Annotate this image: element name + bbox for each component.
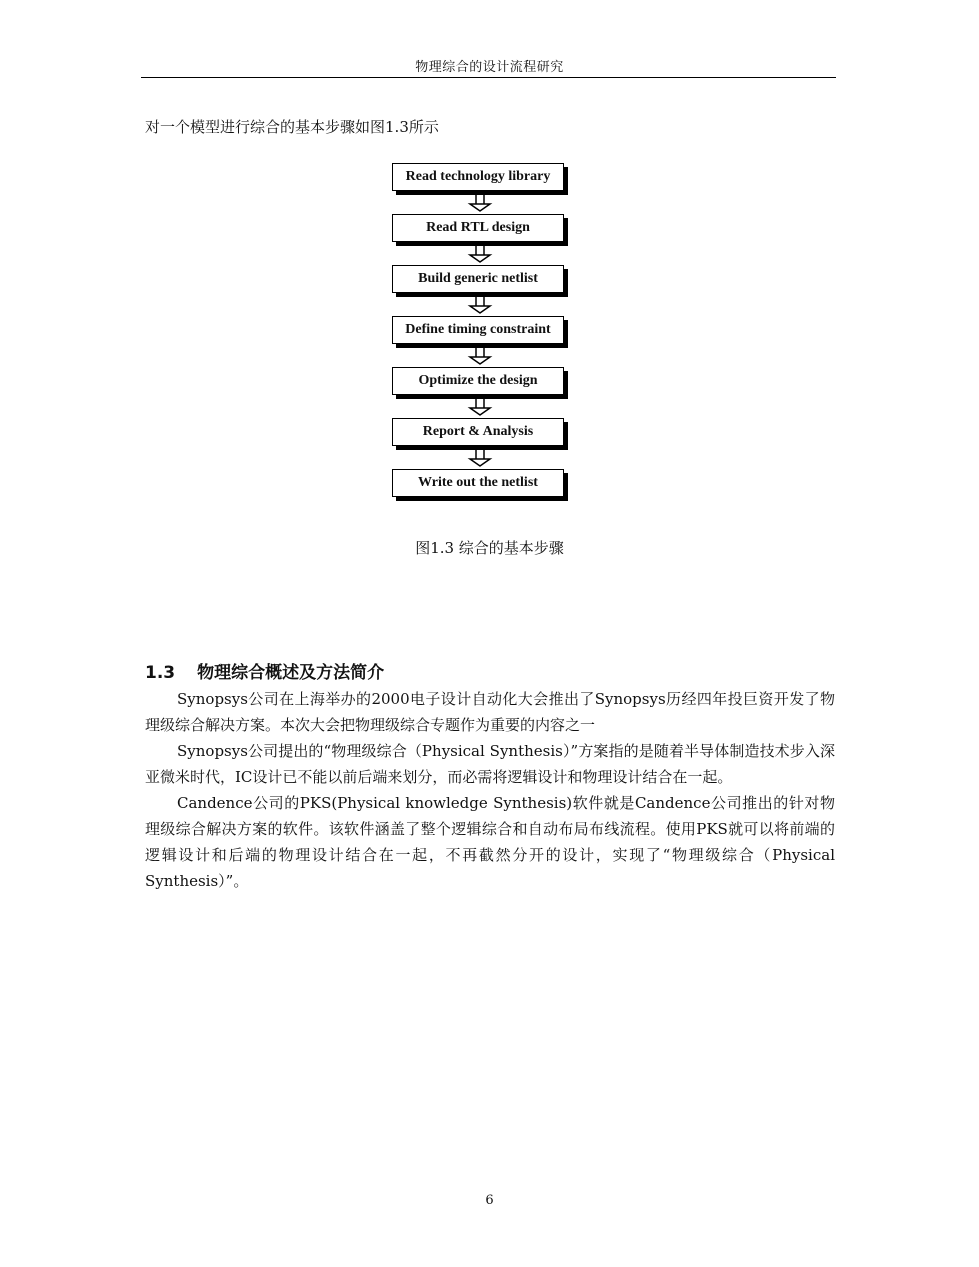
flow-arrow-icon [467, 243, 493, 263]
body-paragraph: Synopsys公司提出的“物理级综合（Physical Synthesis）”方案指的是随着半导体制造技术步入深亚微米时代，IC设计已不能以前后端来划分，而必需将逻辑设计和物理设计结合在一起。 [145, 742, 835, 786]
section-number: 1.3 [145, 663, 176, 683]
flow-arrow-icon [467, 447, 493, 467]
synthesis-flowchart [389, 157, 579, 507]
flow-step-define-timing: Define timing constraint [392, 316, 564, 344]
section-body [145, 686, 835, 894]
running-header: 物理综合的设计流程研究 [415, 60, 564, 75]
page-number: 6 [485, 1193, 494, 1208]
flow-arrow-icon [467, 345, 493, 365]
section-title-text: 物理综合概述及方法简介 [197, 663, 385, 683]
flow-step-write-netlist: Write out the netlist [392, 469, 564, 497]
flow-step-optimize: Optimize the design [392, 367, 564, 395]
flow-step-build-netlist: Build generic netlist [392, 265, 564, 293]
section-heading [145, 658, 384, 683]
flow-step-report: Report & Analysis [392, 418, 564, 446]
flow-step-read-rtl: Read RTL design [392, 214, 564, 242]
flow-arrow-icon [467, 294, 493, 314]
body-paragraph: Synopsys公司在上海举办的2000电子设计自动化大会推出了Synopsys历经四年投巨资开发了物理级综合解决方案。本次大会把物理级综合专题作为重要的内容之一 [145, 690, 835, 734]
header-rule [141, 77, 836, 78]
intro-paragraph: 对一个模型进行综合的基本步骤如图1.3所示 [145, 118, 439, 136]
flow-arrow-icon [467, 192, 493, 212]
flow-step-read-library: Read technology library [392, 163, 564, 191]
body-paragraph: Candence公司的PKS(Physical knowledge Synthesis)软件就是Candence公司推出的针对物理级综合解决方案的软件。该软件涵盖了整个逻辑综合和自动布局布线流程。使用PKS就可以将前端的逻辑设计和后端的物理设计结合在一起，不再截然分开的设计，实现了“物理级综合（Physical Synthesis）”。 [145, 794, 835, 890]
flow-arrow-icon [467, 396, 493, 416]
figure-caption: 图1.3 综合的基本步骤 [415, 539, 564, 557]
